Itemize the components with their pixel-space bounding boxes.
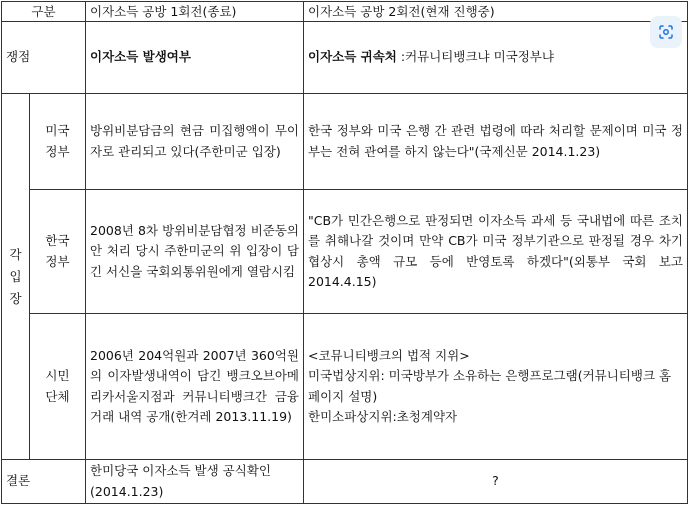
kr-gov-label — [30, 190, 86, 314]
kr-gov-round1: 2008년 8차 방위비분담협정 비준동의안 처리 당시 주한미군의 위 입장이 담긴 서신을 국회외통위원에게 열람시킴 — [86, 190, 304, 314]
issue-round2 — [304, 22, 688, 94]
conclusion-label: 결론 — [2, 460, 86, 504]
conclusion-row — [2, 460, 688, 504]
issue-round1: 이자소득 발생여부 — [86, 22, 304, 94]
us-gov-round2: 한국 정부와 미국 은행 간 관련 법령에 따라 처리할 문제이며 미국 정부는 전혀 관여를 하지 않는다"(국제신문 2014.1.23) — [304, 94, 688, 190]
kr-gov-round2: "CB가 민간은행으로 판정되면 이자소득 과세 등 국내법에 따른 조치를 취해나갈 것이며 만약 CB가 미국 정부기관으로 판정될 경우 차기 협상시 총액 규모 등에 반영토록 하겠다"(외통부 국회 보고 2014.4.15) — [304, 190, 688, 314]
kr-gov-label-line: 정부 — [45, 253, 70, 269]
header-category: 구분 — [2, 2, 86, 22]
us-gov-label-line: 정부 — [45, 143, 70, 159]
us-gov-label — [30, 94, 86, 190]
positions-label-line: 입 — [9, 268, 22, 284]
civic-label — [30, 314, 86, 460]
camera-search-icon[interactable] — [650, 16, 682, 48]
civic-round1: 2006년 204억원과 2007년 360억원의 이자발생내역이 담긴 뱅크오브아메리카서울지점과 커뮤니티뱅크간 금융거래 내역 공개(한겨레 2013.11.19) — [86, 314, 304, 460]
conclusion-round1: 한미당국 이자소득 발생 공식확인(2014.1.23) — [86, 460, 304, 504]
issue-row — [2, 22, 688, 94]
us-gov-row — [2, 94, 688, 190]
civic-label-line: 시민 — [45, 368, 70, 383]
positions-label-line: 각 — [9, 246, 22, 262]
us-gov-label-line: 미국 — [45, 123, 70, 138]
comparison-table — [1, 1, 688, 504]
civic-round2-line: 한미소파상지위:초청계약자 — [308, 409, 458, 424]
civic-round2-line: <코뮤니티뱅크의 법적 지위> — [308, 347, 470, 363]
header-row — [2, 2, 688, 22]
civic-round2 — [304, 314, 688, 460]
kr-gov-label-line: 한국 — [45, 233, 70, 248]
kr-gov-row — [2, 190, 688, 314]
issue-round2-key: 이자소득 귀속처 — [308, 49, 397, 65]
positions-group-label — [2, 94, 30, 460]
conclusion-round2: ? — [304, 460, 688, 504]
civic-row — [2, 314, 688, 460]
issue-label: 쟁점 — [2, 22, 86, 94]
us-gov-round1: 방위비분담금의 현금 미집행액이 무이자로 관리되고 있다(주한미군 입장) — [86, 94, 304, 190]
header-round1: 이자소득 공방 1회전(종료) — [86, 2, 304, 22]
header-round2: 이자소득 공방 2회전(현재 진행중) — [304, 2, 688, 22]
civic-round2-line: 미국법상지위: 미국방부가 소유하는 은행프로그램(커뮤니티뱅크 홈페이지 설명) — [308, 368, 672, 404]
civic-label-line: 단체 — [45, 388, 70, 404]
issue-round2-detail: :커뮤니티뱅크냐 미국정부냐 — [396, 49, 554, 65]
positions-label-line: 장 — [9, 290, 22, 306]
